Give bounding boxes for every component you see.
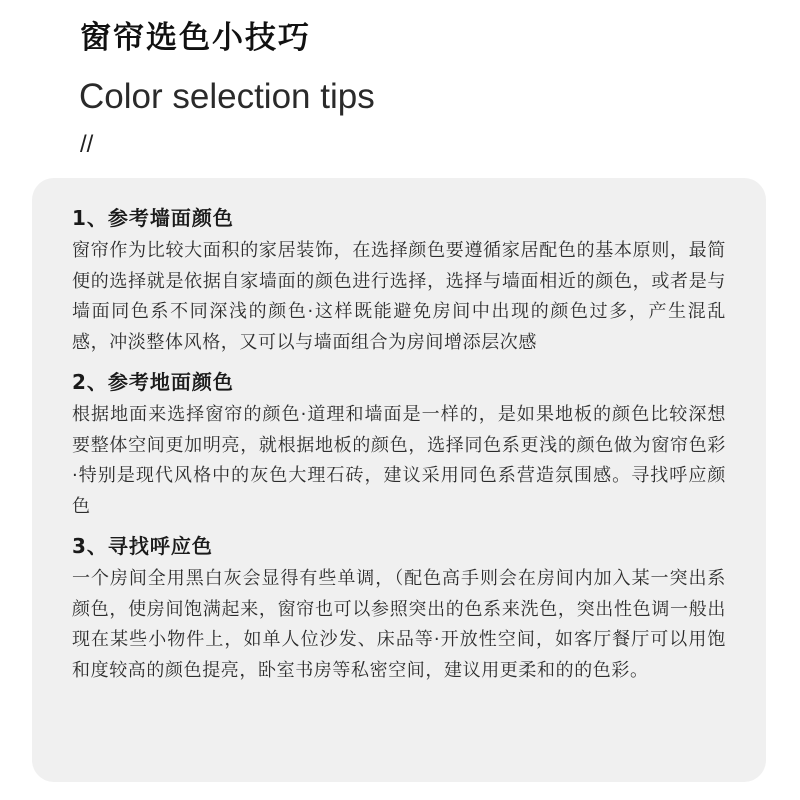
decorative-slashes: // xyxy=(80,131,94,158)
section-body-echo-color: 一个房间全用黑白灰会显得有些单调，（配色高手则会在房间内加入某一突出系颜色，使房间饱满起来，窗帘也可以参照突出的色系来洗色，突出性色调一般出现在某些小物件上，如单人位沙发、床品等·开放性空间，如客厅餐厅可以用饱和度较高的颜色提亮，卧室书房等私密空间，建议用更柔和的的色彩。 xyxy=(72,568,726,681)
tips-card xyxy=(32,178,766,782)
section-body-floor-color: 根据地面来选择窗帘的颜色·道理和墙面是一样的，是如果地板的颜色比较深想要整体空间更加明亮，就根据地板的颜色，选择同色系更浅的颜色做为窗帘色彩·特别是现代风格中的灰色大理石砖，建议采用同色系营造氛围感。寻找呼应颜色 xyxy=(72,404,726,517)
page-subtitle: Color selection tips xyxy=(79,77,375,116)
section-heading-floor-color: 2、参考地面颜色 xyxy=(72,370,234,394)
section-heading-echo-color: 3、寻找呼应色 xyxy=(72,534,213,558)
section-heading-wall-color: 1、参考墙面颜色 xyxy=(72,206,234,230)
section-body-wall-color: 窗帘作为比较大面积的家居装饰，在选择颜色要遵循家居配色的基本原则，最简便的选择就是依据自家墙面的颜色进行选择，选择与墙面相近的颜色，或者是与墙面同色系不同深浅的颜色·这样既能避免房间中出现的颜色过多，产生混乱感，冲淡整体风格，又可以与墙面组合为房间增添层次感 xyxy=(72,240,726,353)
page-title: 窗帘选色小技巧 xyxy=(80,20,311,56)
